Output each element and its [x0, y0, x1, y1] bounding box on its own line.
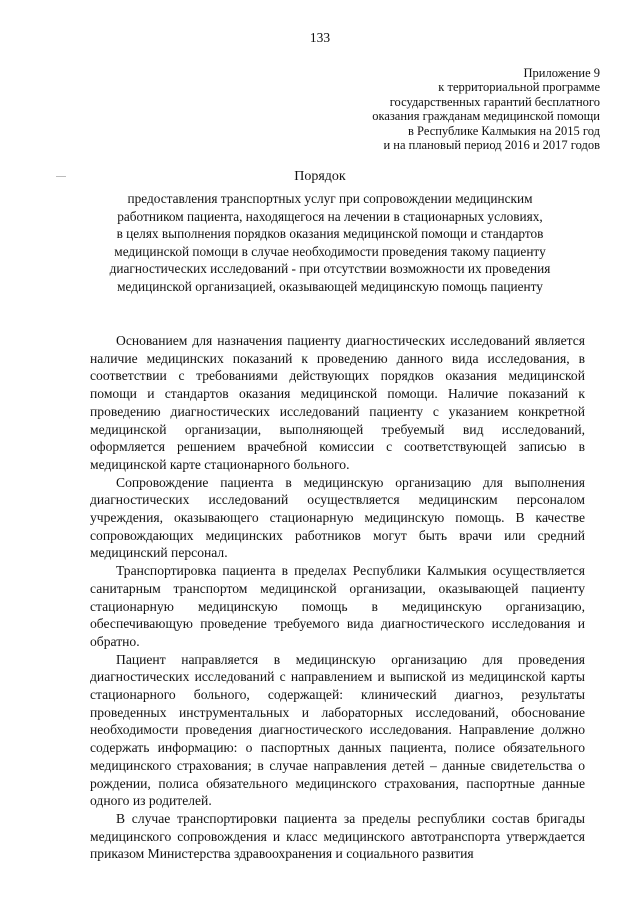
- subtitle-line: предоставления транспортных услуг при сопровождении медицинским: [127, 191, 533, 206]
- body-paragraph: Основанием для назначения пациенту диагностических исследований является наличие медицинских показаний к проведению данного вида исследования, в соответствии с требованиями действующих порядков оказания медицинской помощи и стандартов оказания медицинской помощи. Наличие показаний к проведению диагностических исследований пациенту с указанием конкретной медицинской организации, выполняющей требуемый вид исследований, оформляется решением врачебной комиссии с соответствующей записью в медицинской карте стационарного больного.: [90, 333, 585, 472]
- subtitle-line: работником пациента, находящегося на лечении в стационарных условиях,: [117, 208, 543, 224]
- appendix-line: и на плановый период 2016 и 2017 годов: [383, 138, 600, 153]
- appendix-header: [280, 66, 600, 152]
- body-paragraph: Сопровождение пациента в медицинскую организацию для выполнения диагностических исследований осуществляется медицинским персоналом учреждения, оказывающего стационарную медицинскую помощь. В качестве сопровождающих медицинских работников могут быть врачи или средний медицинский персонал.: [90, 474, 585, 561]
- subtitle-line: медицинской организацией, оказывающей медицинскую помощь пациенту: [117, 278, 543, 294]
- body-paragraph: Пациент направляется в медицинскую организацию для проведения диагностических исследований с направлением и выпиской из медицинской карты стационарного больного, содержащей: клинический диагноз, результаты проведенных инструментальных и лабораторных исследований, обоснование необходимости проведения диагностического исследования. Направление должно содержать информацию: о паспортных данных пациента, полисе обязательного медицинского страхования; в случае направления детей – данные свидетельства о рождении, полиса обязательного медицинского страхования, паспортные данные одного из родителей.: [90, 651, 585, 809]
- appendix-line: оказания гражданам медицинской помощи: [372, 109, 600, 124]
- appendix-line: Приложение 9: [523, 66, 600, 80]
- document-title: Порядок: [294, 169, 346, 184]
- body-paragraph: В случае транспортировки пациента за пределы республики состав бригады медицинского сопровождения и класс медицинского автотранспорта утверждается приказом Министерства здравоохранения и социального развития: [90, 810, 585, 862]
- document-subtitle: [60, 190, 600, 296]
- page-number: 133: [309, 30, 331, 45]
- body-paragraph: Транспортировка пациента в пределах Республики Калмыкия осуществляется санитарным транспортом медицинской организации, оказывающей пациенту стационарную медицинскую помощь в медицинскую организацию, обеспечивающую проведение требуемого вида диагностического исследования и обратно.: [90, 563, 585, 649]
- subtitle-line: в целях выполнения порядков оказания медицинской помощи и стандартов: [116, 226, 544, 242]
- subtitle-line: диагностических исследований - при отсутствии возможности их проведения: [109, 261, 551, 277]
- document-body: [90, 332, 585, 863]
- subtitle-line: медицинской помощи в случае необходимости проведения такому пациенту: [114, 243, 546, 259]
- appendix-line: к территориальной программе: [438, 80, 600, 95]
- appendix-line: государственных гарантий бесплатного: [389, 94, 600, 109]
- appendix-line: в Республике Калмыкия на 2015 год: [408, 123, 600, 138]
